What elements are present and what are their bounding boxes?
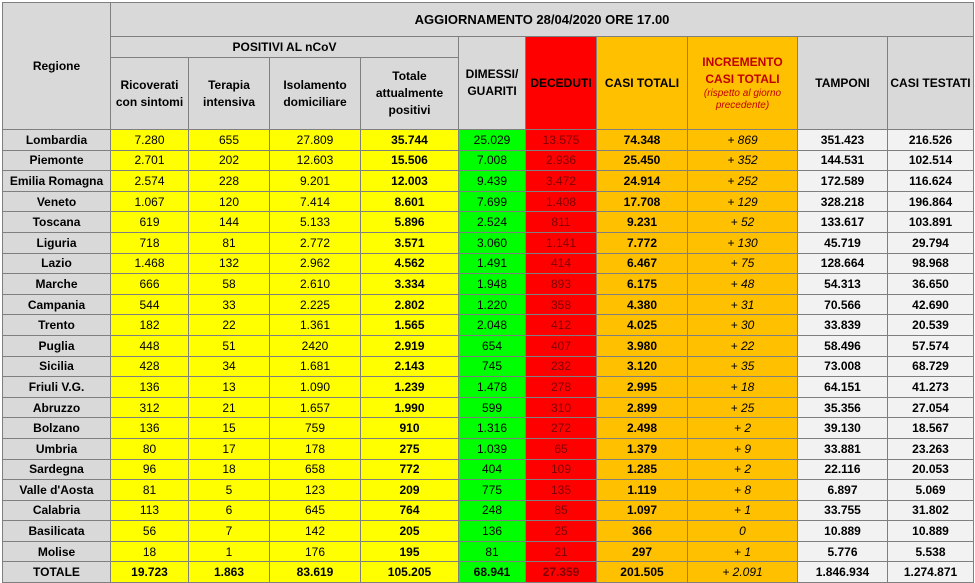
cell-totale-positivi: 35.744: [361, 130, 459, 151]
cell-deceduti: 232: [526, 356, 597, 377]
cell-casi-totali: 4.380: [597, 294, 688, 315]
cell-deceduti: 1.141: [526, 232, 597, 253]
cell-totale-positivi: 8.601: [361, 191, 459, 212]
table-row: [3, 438, 974, 459]
cell-casi-testati: 31.802: [888, 500, 974, 521]
cell-casi-totali: 7.772: [597, 232, 688, 253]
cell-incremento: + 25: [688, 397, 798, 418]
cell-tamponi: 70.566: [798, 294, 888, 315]
totals-deceduti: 27.359: [526, 562, 597, 583]
table-row: [3, 480, 974, 501]
table-row: [3, 315, 974, 336]
cell-ricoverati: 1.468: [111, 253, 189, 274]
cell-regione: Valle d'Aosta: [3, 480, 111, 501]
cell-isolamento: 27.809: [270, 130, 361, 151]
cell-dimessi: 136: [459, 521, 526, 542]
cell-dimessi: 81: [459, 541, 526, 562]
cell-casi-testati: 98.968: [888, 253, 974, 274]
table-row: [3, 541, 974, 562]
cell-tamponi: 6.897: [798, 480, 888, 501]
cell-casi-totali: 25.450: [597, 150, 688, 171]
cell-isolamento: 645: [270, 500, 361, 521]
header-incremento-label: INCREMENTO CASI TOTALI: [702, 55, 783, 86]
cell-incremento: + 129: [688, 191, 798, 212]
cell-isolamento: 176: [270, 541, 361, 562]
cell-tamponi: 10.889: [798, 521, 888, 542]
cell-dimessi: 1.220: [459, 294, 526, 315]
header-ricoverati: Ricoverati con sintomi: [111, 58, 189, 130]
cell-casi-totali: 9.231: [597, 212, 688, 233]
cell-totale-positivi: 4.562: [361, 253, 459, 274]
cell-casi-testati: 57.574: [888, 335, 974, 356]
cell-dimessi: 775: [459, 480, 526, 501]
cell-dimessi: 2.524: [459, 212, 526, 233]
cell-totale-positivi: 5.896: [361, 212, 459, 233]
cell-casi-totali: 2.498: [597, 418, 688, 439]
cell-regione: Bolzano: [3, 418, 111, 439]
cell-ricoverati: 312: [111, 397, 189, 418]
table-title: AGGIORNAMENTO 28/04/2020 ORE 17.00: [111, 3, 974, 37]
cell-isolamento: 1.090: [270, 377, 361, 398]
cell-regione: Liguria: [3, 232, 111, 253]
cell-casi-testati: 216.526: [888, 130, 974, 151]
cell-isolamento: 2.225: [270, 294, 361, 315]
cell-casi-testati: 42.690: [888, 294, 974, 315]
cell-isolamento: 7.414: [270, 191, 361, 212]
cell-dimessi: 1.039: [459, 438, 526, 459]
cell-tamponi: 35.356: [798, 397, 888, 418]
cell-deceduti: 412: [526, 315, 597, 336]
cell-isolamento: 123: [270, 480, 361, 501]
cell-totale-positivi: 1.239: [361, 377, 459, 398]
cell-deceduti: 272: [526, 418, 597, 439]
table-row: [3, 335, 974, 356]
cell-deceduti: 893: [526, 274, 597, 295]
cell-ricoverati: 136: [111, 377, 189, 398]
table-row: [3, 191, 974, 212]
cell-casi-testati: 103.891: [888, 212, 974, 233]
cell-regione: Piemonte: [3, 150, 111, 171]
cell-casi-testati: 18.567: [888, 418, 974, 439]
cell-isolamento: 12.603: [270, 150, 361, 171]
cell-regione: Sicilia: [3, 356, 111, 377]
cell-ricoverati: 81: [111, 480, 189, 501]
cell-regione: Marche: [3, 274, 111, 295]
cell-ricoverati: 666: [111, 274, 189, 295]
cell-totale-positivi: 205: [361, 521, 459, 542]
cell-casi-testati: 41.273: [888, 377, 974, 398]
header-deceduti: DECEDUTI: [526, 37, 597, 130]
totals-label: TOTALE: [3, 562, 111, 583]
cell-casi-totali: 24.914: [597, 171, 688, 192]
cell-terapia: 144: [189, 212, 270, 233]
cell-casi-totali: 297: [597, 541, 688, 562]
cell-casi-totali: 1.285: [597, 459, 688, 480]
cell-casi-totali: 4.025: [597, 315, 688, 336]
cell-casi-testati: 102.514: [888, 150, 974, 171]
cell-regione: Calabria: [3, 500, 111, 521]
cell-isolamento: 9.201: [270, 171, 361, 192]
cell-tamponi: 133.617: [798, 212, 888, 233]
cell-totale-positivi: 12.003: [361, 171, 459, 192]
cell-casi-totali: 1.097: [597, 500, 688, 521]
table-row: [3, 377, 974, 398]
header-terapia: Terapia intensiva: [189, 58, 270, 130]
cell-deceduti: 3.472: [526, 171, 597, 192]
cell-totale-positivi: 195: [361, 541, 459, 562]
cell-incremento: + 52: [688, 212, 798, 233]
cell-deceduti: 109: [526, 459, 597, 480]
table-row: [3, 521, 974, 542]
table-row: [3, 130, 974, 151]
cell-deceduti: 65: [526, 438, 597, 459]
cell-incremento: + 130: [688, 232, 798, 253]
table-row: [3, 459, 974, 480]
cell-regione: Sardegna: [3, 459, 111, 480]
cell-terapia: 81: [189, 232, 270, 253]
cell-isolamento: 5.133: [270, 212, 361, 233]
cell-totale-positivi: 910: [361, 418, 459, 439]
cell-casi-testati: 5.538: [888, 541, 974, 562]
table-row: [3, 232, 974, 253]
cell-ricoverati: 136: [111, 418, 189, 439]
cell-deceduti: 135: [526, 480, 597, 501]
cell-tamponi: 22.116: [798, 459, 888, 480]
covid-regional-table: [2, 2, 974, 583]
cell-isolamento: 759: [270, 418, 361, 439]
cell-regione: Friuli V.G.: [3, 377, 111, 398]
totals-terapia: 1.863: [189, 562, 270, 583]
cell-isolamento: 2.962: [270, 253, 361, 274]
cell-deceduti: 2.936: [526, 150, 597, 171]
cell-casi-testati: 68.729: [888, 356, 974, 377]
cell-terapia: 22: [189, 315, 270, 336]
cell-dimessi: 7.008: [459, 150, 526, 171]
cell-deceduti: 13.575: [526, 130, 597, 151]
cell-ricoverati: 619: [111, 212, 189, 233]
cell-terapia: 132: [189, 253, 270, 274]
cell-regione: Molise: [3, 541, 111, 562]
cell-totale-positivi: 2.143: [361, 356, 459, 377]
cell-tamponi: 33.839: [798, 315, 888, 336]
cell-casi-testati: 196.864: [888, 191, 974, 212]
header-dimessi: DIMESSI/ GUARITI: [459, 37, 526, 130]
cell-isolamento: 2.772: [270, 232, 361, 253]
cell-deceduti: 21: [526, 541, 597, 562]
cell-terapia: 5: [189, 480, 270, 501]
cell-isolamento: 2.610: [270, 274, 361, 295]
totals-ricoverati: 19.723: [111, 562, 189, 583]
cell-casi-testati: 23.263: [888, 438, 974, 459]
table-row: [3, 356, 974, 377]
cell-dimessi: 3.060: [459, 232, 526, 253]
cell-totale-positivi: 3.571: [361, 232, 459, 253]
cell-tamponi: 172.589: [798, 171, 888, 192]
cell-isolamento: 1.361: [270, 315, 361, 336]
cell-terapia: 202: [189, 150, 270, 171]
cell-terapia: 7: [189, 521, 270, 542]
cell-tamponi: 54.313: [798, 274, 888, 295]
header-totale-positivi: Totale attualmente positivi: [361, 58, 459, 130]
cell-incremento: + 869: [688, 130, 798, 151]
cell-terapia: 18: [189, 459, 270, 480]
header-regione: Regione: [3, 3, 111, 130]
cell-isolamento: 142: [270, 521, 361, 542]
cell-incremento: + 30: [688, 315, 798, 336]
cell-ricoverati: 718: [111, 232, 189, 253]
cell-casi-testati: 36.650: [888, 274, 974, 295]
cell-incremento: + 252: [688, 171, 798, 192]
cell-totale-positivi: 2.802: [361, 294, 459, 315]
cell-ricoverati: 2.574: [111, 171, 189, 192]
cell-deceduti: 414: [526, 253, 597, 274]
cell-deceduti: 278: [526, 377, 597, 398]
cell-terapia: 58: [189, 274, 270, 295]
cell-incremento: + 22: [688, 335, 798, 356]
cell-casi-totali: 3.980: [597, 335, 688, 356]
cell-terapia: 6: [189, 500, 270, 521]
cell-incremento: + 2: [688, 459, 798, 480]
cell-terapia: 655: [189, 130, 270, 151]
cell-dimessi: 1.948: [459, 274, 526, 295]
header-isolamento: Isolamento domiciliare: [270, 58, 361, 130]
header-incremento: [688, 37, 798, 130]
cell-terapia: 51: [189, 335, 270, 356]
cell-casi-totali: 1.119: [597, 480, 688, 501]
cell-tamponi: 39.130: [798, 418, 888, 439]
cell-regione: Emilia Romagna: [3, 171, 111, 192]
cell-ricoverati: 2.701: [111, 150, 189, 171]
cell-regione: Lazio: [3, 253, 111, 274]
cell-deceduti: 811: [526, 212, 597, 233]
totals-isolamento: 83.619: [270, 562, 361, 583]
cell-ricoverati: 182: [111, 315, 189, 336]
cell-casi-totali: 17.708: [597, 191, 688, 212]
table-row: [3, 500, 974, 521]
cell-tamponi: 73.008: [798, 356, 888, 377]
cell-ricoverati: 544: [111, 294, 189, 315]
cell-dimessi: 654: [459, 335, 526, 356]
cell-totale-positivi: 1.565: [361, 315, 459, 336]
cell-totale-positivi: 764: [361, 500, 459, 521]
cell-dimessi: 404: [459, 459, 526, 480]
cell-casi-totali: 2.899: [597, 397, 688, 418]
cell-incremento: + 8: [688, 480, 798, 501]
cell-casi-totali: 74.348: [597, 130, 688, 151]
totals-casi-testati: 1.274.871: [888, 562, 974, 583]
cell-ricoverati: 428: [111, 356, 189, 377]
cell-incremento: + 352: [688, 150, 798, 171]
cell-dimessi: 9.439: [459, 171, 526, 192]
cell-dimessi: 745: [459, 356, 526, 377]
cell-regione: Campania: [3, 294, 111, 315]
cell-regione: Abruzzo: [3, 397, 111, 418]
cell-dimessi: 248: [459, 500, 526, 521]
cell-deceduti: 25: [526, 521, 597, 542]
header-tamponi: TAMPONI: [798, 37, 888, 130]
table-row: [3, 418, 974, 439]
table-row: [3, 294, 974, 315]
cell-incremento: + 31: [688, 294, 798, 315]
table-row: [3, 171, 974, 192]
cell-casi-totali: 3.120: [597, 356, 688, 377]
cell-ricoverati: 448: [111, 335, 189, 356]
cell-casi-testati: 29.794: [888, 232, 974, 253]
cell-casi-totali: 6.467: [597, 253, 688, 274]
cell-regione: Puglia: [3, 335, 111, 356]
cell-regione: Trento: [3, 315, 111, 336]
cell-totale-positivi: 3.334: [361, 274, 459, 295]
cell-deceduti: 310: [526, 397, 597, 418]
cell-terapia: 17: [189, 438, 270, 459]
cell-dimessi: 2.048: [459, 315, 526, 336]
cell-ricoverati: 113: [111, 500, 189, 521]
cell-incremento: 0: [688, 521, 798, 542]
cell-tamponi: 351.423: [798, 130, 888, 151]
cell-tamponi: 33.881: [798, 438, 888, 459]
cell-dimessi: 1.316: [459, 418, 526, 439]
cell-ricoverati: 56: [111, 521, 189, 542]
cell-casi-totali: 366: [597, 521, 688, 542]
cell-dimessi: 7.699: [459, 191, 526, 212]
header-incremento-note: (rispetto al giorno precedente): [703, 88, 782, 111]
table-row: [3, 274, 974, 295]
cell-terapia: 13: [189, 377, 270, 398]
table-row: [3, 150, 974, 171]
cell-casi-testati: 27.054: [888, 397, 974, 418]
cell-regione: Basilicata: [3, 521, 111, 542]
cell-totale-positivi: 209: [361, 480, 459, 501]
cell-dimessi: 25.029: [459, 130, 526, 151]
cell-isolamento: 1.657: [270, 397, 361, 418]
cell-casi-testati: 5.069: [888, 480, 974, 501]
header-casi-testati: CASI TESTATI: [888, 37, 974, 130]
cell-regione: Veneto: [3, 191, 111, 212]
cell-regione: Lombardia: [3, 130, 111, 151]
table-row: [3, 397, 974, 418]
cell-tamponi: 45.719: [798, 232, 888, 253]
cell-incremento: + 18: [688, 377, 798, 398]
cell-regione: Toscana: [3, 212, 111, 233]
cell-incremento: + 75: [688, 253, 798, 274]
cell-deceduti: 358: [526, 294, 597, 315]
totals-dimessi: 68.941: [459, 562, 526, 583]
cell-casi-testati: 20.539: [888, 315, 974, 336]
table-row: [3, 253, 974, 274]
cell-incremento: + 1: [688, 541, 798, 562]
cell-casi-totali: 2.995: [597, 377, 688, 398]
cell-incremento: + 48: [688, 274, 798, 295]
cell-isolamento: 178: [270, 438, 361, 459]
cell-casi-testati: 116.624: [888, 171, 974, 192]
cell-deceduti: 407: [526, 335, 597, 356]
cell-totale-positivi: 275: [361, 438, 459, 459]
totals-incremento: + 2.091: [688, 562, 798, 583]
header-positivi-group: POSITIVI AL nCoV: [111, 37, 459, 58]
cell-dimessi: 1.478: [459, 377, 526, 398]
cell-incremento: + 2: [688, 418, 798, 439]
cell-deceduti: 85: [526, 500, 597, 521]
cell-terapia: 1: [189, 541, 270, 562]
totals-tamponi: 1.846.934: [798, 562, 888, 583]
cell-totale-positivi: 772: [361, 459, 459, 480]
cell-ricoverati: 96: [111, 459, 189, 480]
cell-ricoverati: 1.067: [111, 191, 189, 212]
cell-terapia: 120: [189, 191, 270, 212]
cell-dimessi: 599: [459, 397, 526, 418]
cell-tamponi: 128.664: [798, 253, 888, 274]
cell-incremento: + 9: [688, 438, 798, 459]
cell-ricoverati: 80: [111, 438, 189, 459]
cell-tamponi: 144.531: [798, 150, 888, 171]
cell-casi-testati: 10.889: [888, 521, 974, 542]
table-body: [3, 130, 974, 562]
cell-casi-totali: 6.175: [597, 274, 688, 295]
totals-casi-totali: 201.505: [597, 562, 688, 583]
cell-deceduti: 1.408: [526, 191, 597, 212]
cell-ricoverati: 7.280: [111, 130, 189, 151]
cell-tamponi: 64.151: [798, 377, 888, 398]
cell-casi-testati: 20.053: [888, 459, 974, 480]
cell-regione: Umbria: [3, 438, 111, 459]
cell-casi-totali: 1.379: [597, 438, 688, 459]
cell-totale-positivi: 15.506: [361, 150, 459, 171]
table-row: [3, 212, 974, 233]
totals-row: [3, 562, 974, 583]
cell-terapia: 33: [189, 294, 270, 315]
cell-incremento: + 1: [688, 500, 798, 521]
cell-totale-positivi: 2.919: [361, 335, 459, 356]
header-casi-totali: CASI TOTALI: [597, 37, 688, 130]
cell-dimessi: 1.491: [459, 253, 526, 274]
cell-tamponi: 33.755: [798, 500, 888, 521]
totals-totale-positivi: 105.205: [361, 562, 459, 583]
cell-terapia: 228: [189, 171, 270, 192]
cell-terapia: 34: [189, 356, 270, 377]
cell-isolamento: 658: [270, 459, 361, 480]
cell-isolamento: 1.681: [270, 356, 361, 377]
cell-incremento: + 35: [688, 356, 798, 377]
cell-totale-positivi: 1.990: [361, 397, 459, 418]
cell-tamponi: 5.776: [798, 541, 888, 562]
cell-terapia: 15: [189, 418, 270, 439]
cell-ricoverati: 18: [111, 541, 189, 562]
cell-terapia: 21: [189, 397, 270, 418]
cell-isolamento: 2420: [270, 335, 361, 356]
cell-tamponi: 328.218: [798, 191, 888, 212]
cell-tamponi: 58.496: [798, 335, 888, 356]
